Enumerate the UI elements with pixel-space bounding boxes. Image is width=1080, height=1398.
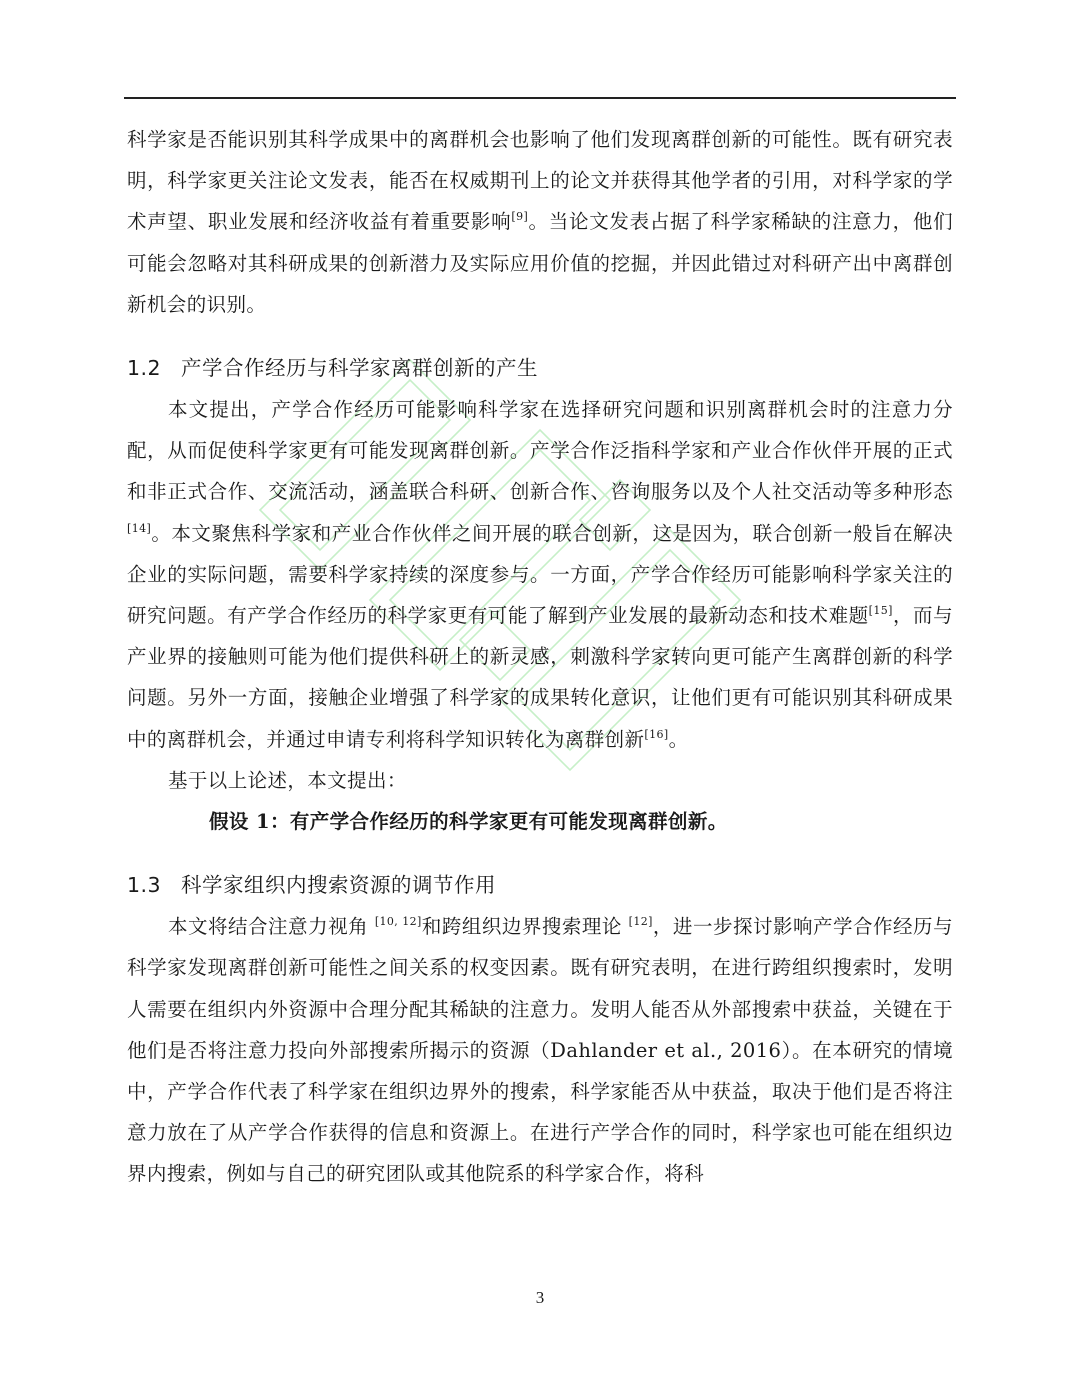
citation: [15] bbox=[868, 604, 893, 618]
citation: [12] bbox=[628, 915, 653, 929]
paragraph bbox=[127, 906, 953, 1194]
section-number: 1.2 bbox=[127, 356, 162, 381]
hypothesis bbox=[127, 801, 953, 842]
citation: [10, 12] bbox=[374, 915, 422, 929]
paragraph: 基于以上论述，本文提出： bbox=[168, 768, 407, 792]
citation: [16] bbox=[644, 727, 669, 741]
paragraph-text: 科学家是否能识别其科学成果中的离群机会也影响了他们发现离群创新的可能性。既有研究表明，科学家更关注论文发表，能否在权威期刊上的论文并获得其他学者的引用，对科学家的学术声望、职业发展和经济收益有着重要影响 bbox=[127, 128, 953, 234]
section-title: 产学合作经历与科学家离群创新的产生 bbox=[181, 356, 538, 381]
paragraph bbox=[127, 389, 953, 760]
paragraph-text: 和跨组织边界搜索理论 bbox=[421, 915, 629, 939]
citation: [14] bbox=[127, 521, 152, 535]
paragraph-text: 。 bbox=[668, 727, 689, 751]
paragraph-text: 。当论文发表占据了科学家稀缺的注意力，他们可能会忽略对其科研成果的创新潜力及实际应用价值的挖掘，并因此错过对科研产出中离群创新机会的识别。 bbox=[127, 210, 953, 316]
section-heading bbox=[127, 865, 953, 906]
hypothesis-text: 有产学合作经历的科学家更有可能发现离群创新。 bbox=[289, 810, 728, 834]
header-rule bbox=[124, 97, 956, 99]
section-title: 科学家组织内搜索资源的调节作用 bbox=[181, 873, 496, 898]
section-heading bbox=[127, 348, 953, 389]
hypothesis-label: 假设 1： bbox=[209, 810, 290, 834]
paragraph-text: 本文将结合注意力视角 bbox=[168, 915, 375, 939]
paragraph-text: 本文提出，产学合作经历可能影响科学家在选择研究问题和识别离群机会时的注意力分配，从而促使科学家更有可能发现离群创新。产学合作泛指科学家和产业合作伙伴开展的正式和非正式合作、交流活动，涵盖联合科研、创新合作、咨询服务以及个人社交活动等多种形态 bbox=[127, 398, 953, 504]
page-body bbox=[127, 119, 953, 1195]
paragraph bbox=[127, 119, 953, 325]
paragraph-text: ，进一步探讨影响产学合作经历与科学家发现离群创新可能性之间关系的权变因素。既有研究表明，在进行跨组织搜索时，发明人需要在组织内外资源中合理分配其稀缺的注意力。发明人能否从外部搜索中获益，关键在于他们是否将注意力投向外部搜索所揭示的资源（Dahlander et al., 2016）。在本研究的情境中，产学合作代表了科学家在组织边界外的搜索，科学家能否从中获益，取决于他们是否将注意力放在了从产学合作获得的信息和资源上。在进行产学合作的同时，科学家也可能在组织边界内搜索，例如与自己的研究团队或其他院系的科学家合作，将科 bbox=[127, 915, 953, 1186]
citation: [9] bbox=[511, 210, 529, 224]
paragraph-text: ，而与产业界的接触则可能为他们提供科研上的新灵感，刺激科学家转向更可能产生离群创新的科学问题。另外一方面，接触企业增强了科学家的成果转化意识，让他们更有可能识别其科研成果中的离群机会，并通过申请专利将科学知识转化为离群创新 bbox=[127, 604, 953, 751]
page-number: 3 bbox=[535, 1288, 545, 1307]
paragraph-text: 。本文聚焦科学家和产业合作伙伴之间开展的联合创新，这是因为，联合创新一般旨在解决企业的实际问题，需要科学家持续的深度参与。一方面，产学合作经历可能影响科学家关注的研究问题。有产学合作经历的科学家更有可能了解到产业发展的最新动态和技术难题 bbox=[127, 521, 953, 628]
section-number: 1.3 bbox=[127, 873, 162, 898]
